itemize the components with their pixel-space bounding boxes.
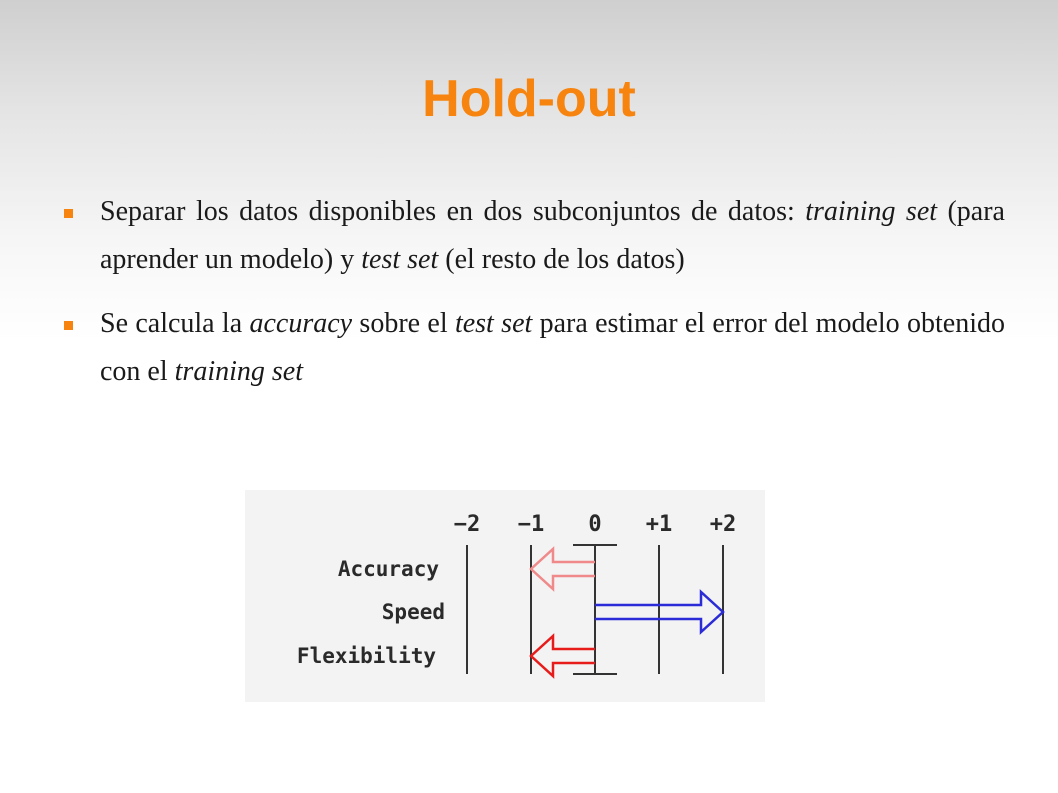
scale-label-plus-1: +1 bbox=[645, 512, 673, 537]
bullet-text-segment: test set bbox=[361, 244, 439, 275]
scale-label-zero: 0 bbox=[588, 512, 602, 537]
scale-label-minus-1: −1 bbox=[517, 512, 545, 537]
tradeoff-diagram bbox=[245, 490, 765, 702]
slide-title: Hold-out bbox=[422, 70, 636, 128]
tradeoff-figure bbox=[245, 490, 765, 702]
square-bullet-icon bbox=[64, 321, 73, 330]
bullet-text-segment: para estimar el error del modelo obtenido con el bbox=[100, 308, 1005, 387]
scale-label-plus-2: +2 bbox=[709, 512, 737, 537]
bullet-text-segment: Se calcula la bbox=[100, 308, 250, 339]
bullet-text-segment: training set bbox=[805, 196, 938, 227]
bullet-item-accuracy bbox=[60, 300, 1005, 396]
bullet-text-segment: test set bbox=[454, 308, 533, 339]
square-bullet-icon bbox=[64, 209, 73, 218]
bullet-text-segment: sobre el bbox=[352, 308, 455, 339]
bullet-item-split-data bbox=[60, 188, 1005, 284]
bullet-list bbox=[60, 188, 1005, 412]
flexibility-arrow bbox=[531, 636, 595, 676]
row-label-accuracy: Accuracy bbox=[337, 557, 439, 581]
bullet-text-segment: training set bbox=[174, 356, 303, 387]
row-label-speed: Speed bbox=[381, 600, 445, 624]
bullet-text-segment: (para aprender un modelo) y bbox=[100, 196, 1005, 275]
scale-label-minus-2: −2 bbox=[453, 512, 481, 537]
bullet-text-segment: (el resto de los datos) bbox=[438, 244, 685, 275]
bullet-text-segment: Separar los datos disponibles en dos subconjuntos de datos: bbox=[100, 196, 806, 227]
bullet-text-segment: accuracy bbox=[249, 308, 353, 339]
accuracy-arrow bbox=[531, 549, 595, 589]
row-label-flexibility: Flexibility bbox=[296, 644, 436, 668]
